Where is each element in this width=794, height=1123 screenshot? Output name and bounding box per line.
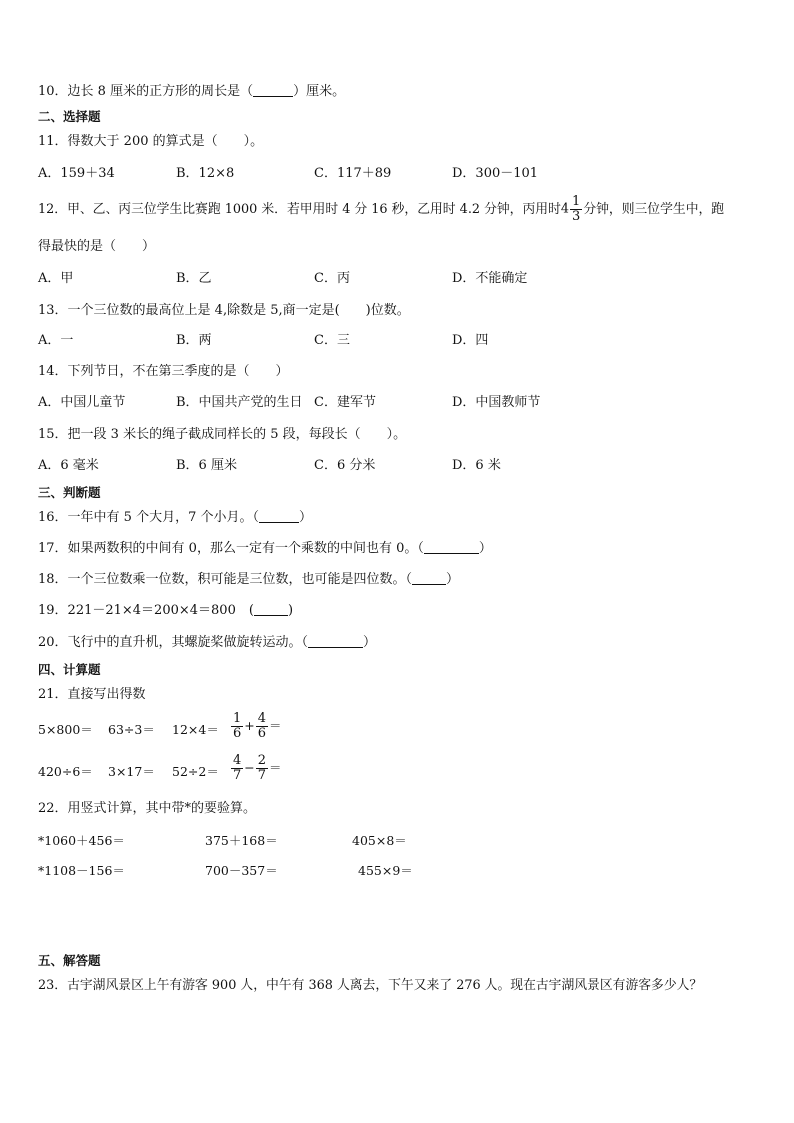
section-heading-choice: 二、选择题 <box>38 109 101 124</box>
question-17-text: 17．如果两数积的中间有 0，那么一定有一个乘数的中间也有 0。（ <box>38 541 424 556</box>
q15-option-a[interactable]: A．6 毫米 <box>38 458 99 473</box>
question-16-suffix: ） <box>298 510 312 525</box>
fraction-numerator: 1 <box>572 194 581 209</box>
question-19-suffix: ) <box>287 603 294 618</box>
question-15: 15．把一段 3 米长的绳子截成同样长的 5 段，每段长（ ）。 <box>38 427 407 442</box>
calc-item: 420÷6＝ <box>38 764 93 779</box>
question-16 <box>38 509 312 527</box>
question-14: 14．下列节日，不在第三季度的是（ ） <box>38 364 289 379</box>
question-19 <box>38 602 293 620</box>
q12-option-d[interactable]: D．不能确定 <box>452 271 528 286</box>
question-10-suffix: ）厘米。 <box>293 84 346 99</box>
calc-item: 455×9＝ <box>358 863 413 878</box>
fraction-numerator: 4 <box>233 753 242 768</box>
question-17-suffix: ） <box>478 541 492 556</box>
answer-blank[interactable] <box>259 509 299 523</box>
calc-item: 700－357＝ <box>205 863 278 878</box>
fraction-denominator: 6 <box>257 726 267 741</box>
q14-option-b[interactable]: B．中国共产党的生日 <box>176 395 303 410</box>
fraction-numerator: 2 <box>257 753 267 768</box>
fraction-expression <box>230 754 282 783</box>
answer-blank[interactable] <box>424 540 479 554</box>
q13-option-b[interactable]: B．两 <box>176 333 212 348</box>
q11-option-d[interactable]: D．300－101 <box>452 166 539 181</box>
question-12 <box>38 195 724 224</box>
q13-option-c[interactable]: C．三 <box>314 333 350 348</box>
fraction-denominator: 7 <box>233 768 242 783</box>
question-13: 13．一个三位数的最高位上是 4,除数是 5,商一定是( )位数。 <box>38 303 410 318</box>
equals-sign: ＝ <box>269 718 282 733</box>
q12-option-a[interactable]: A．甲 <box>38 271 74 286</box>
question-20-text: 20．飞行中的直升机，其螺旋桨做旋转运动。（ <box>38 635 309 650</box>
question-18 <box>38 571 459 589</box>
question-12-text: 12．甲、乙、丙三位学生比赛跑 1000 米．若甲用时 4 分 16 秒，乙用时 4.2 分钟，丙用时 <box>38 202 561 217</box>
question-17 <box>38 540 492 558</box>
question-11: 11．得数大于 200 的算式是（ ）。 <box>38 134 264 149</box>
fraction-numerator: 1 <box>233 711 242 726</box>
calc-item: 12×4＝ <box>172 722 219 737</box>
equals-sign: ＝ <box>269 760 282 775</box>
question-21: 21．直接写出得数 <box>38 687 146 702</box>
calc-item: 52÷2＝ <box>172 764 219 779</box>
q13-option-d[interactable]: D．四 <box>452 333 489 348</box>
mixed-number-fraction <box>570 195 582 224</box>
answer-blank[interactable] <box>253 83 293 97</box>
q12-option-c[interactable]: C．丙 <box>314 271 350 286</box>
question-18-suffix: ） <box>446 572 460 587</box>
q14-option-a[interactable]: A．中国儿童节 <box>38 395 126 410</box>
calc-item: *1060＋456＝ <box>38 833 125 848</box>
question-12-line2: 得最快的是（ ） <box>38 239 156 254</box>
question-18-text: 18．一个三位数乘一位数，积可能是三位数，也可能是四位数。（ <box>38 572 413 587</box>
mixed-number-whole: 4 <box>560 201 570 217</box>
calc-item: 405×8＝ <box>352 833 407 848</box>
fraction-denominator: 6 <box>233 726 242 741</box>
question-20-suffix: ） <box>363 635 377 650</box>
q15-option-b[interactable]: B．6 厘米 <box>176 458 237 473</box>
q11-option-a[interactable]: A．159＋34 <box>38 166 115 181</box>
question-16-text: 16．一年中有 5 个大月，7 个小月。（ <box>38 510 259 525</box>
q15-option-d[interactable]: D．6 米 <box>452 458 501 473</box>
question-22: 22．用竖式计算，其中带*的要验算。 <box>38 801 257 816</box>
q13-option-a[interactable]: A．一 <box>38 333 74 348</box>
question-23: 23．古宇湖风景区上午有游客 900 人，中午有 368 人离去，下午又来了 276 人。现在古宇湖风景区有游客多少人？ <box>38 978 703 993</box>
fraction <box>231 712 243 741</box>
calc-item: 63÷3＝ <box>108 722 155 737</box>
calc-item: 375＋168＝ <box>205 833 278 848</box>
section-heading-judgment: 三、判断题 <box>38 485 101 500</box>
calc-item: 5×800＝ <box>38 722 93 737</box>
fraction <box>231 754 243 783</box>
fraction-numerator: 4 <box>257 711 267 726</box>
calc-item: 3×17＝ <box>108 764 155 779</box>
calc-item: *1108－156＝ <box>38 863 125 878</box>
question-10-text: 10．边长 8 厘米的正方形的周长是（ <box>38 84 254 99</box>
section-heading-word-problems: 五、解答题 <box>38 953 101 968</box>
q14-option-c[interactable]: C．建军节 <box>314 395 376 410</box>
answer-blank[interactable] <box>308 634 363 648</box>
fraction-expression <box>230 712 282 741</box>
q15-option-c[interactable]: C．6 分米 <box>314 458 376 473</box>
fraction <box>256 712 268 741</box>
fraction-denominator: 3 <box>572 209 581 224</box>
section-heading-calculation: 四、计算题 <box>38 662 101 677</box>
q12-option-b[interactable]: B．乙 <box>176 271 212 286</box>
operator: + <box>244 718 255 733</box>
q11-option-c[interactable]: C．117＋89 <box>314 166 392 181</box>
answer-blank[interactable] <box>412 571 446 585</box>
fraction <box>256 754 268 783</box>
q11-option-b[interactable]: B．12×8 <box>176 166 235 181</box>
question-20 <box>38 634 376 652</box>
fraction-denominator: 7 <box>257 768 267 783</box>
q14-option-d[interactable]: D．中国教师节 <box>452 395 541 410</box>
question-12-suffix: 分钟，则三位学生中，跑 <box>583 202 725 217</box>
operator: − <box>244 760 255 775</box>
question-10 <box>38 83 345 101</box>
answer-blank[interactable] <box>254 602 288 616</box>
question-19-text: 19．221－21×4＝200×4＝800 ( <box>38 603 254 618</box>
